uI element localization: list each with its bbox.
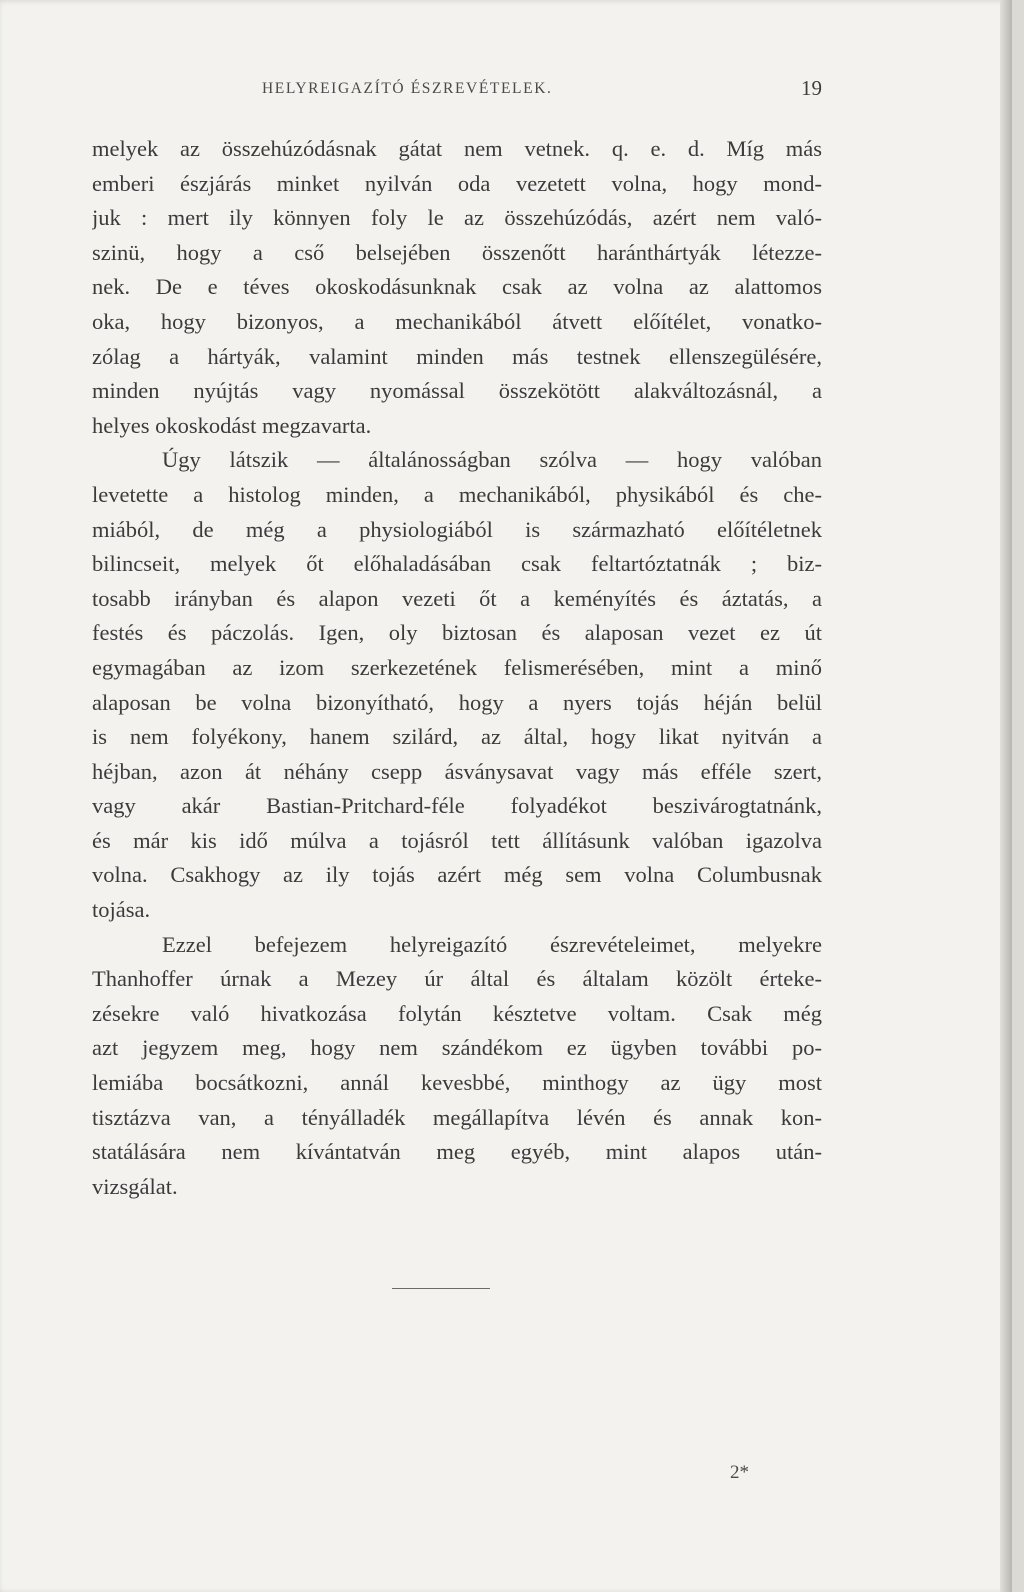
text-line: vagy akár Bastian-Pritchard-féle folyadékot beszivárogtatnánk, <box>92 793 822 819</box>
text-line: Úgy látszik — általánosságban szólva — hogy valóban <box>162 447 822 473</box>
text-line: festés és páczolás. Igen, oly biztosan és alaposan vezet ez út <box>92 620 822 646</box>
page-number: 19 <box>801 76 822 100</box>
text-line: héjban, azon át néhány csepp ásványsavat vagy más efféle szert, <box>92 758 822 784</box>
text-line: lemiába bocsátkozni, annál kevesbbé, minthogy az ügy most <box>92 1070 822 1096</box>
running-head <box>92 76 822 106</box>
page-edge <box>1000 0 1012 1592</box>
text-line: tisztázva van, a tényálladék megállapítva lévén és annak kon- <box>92 1104 822 1130</box>
text-line: szinü, hogy a cső belsejében összenőtt haránthártyák létezze- <box>92 239 822 265</box>
text-line: zólag a hártyák, valamint minden más testnek ellenszegülésére, <box>92 343 822 369</box>
text-line: statálására nem kívántatván meg egyéb, mint alapos után- <box>92 1139 822 1165</box>
text-line: melyek az összehúzódásnak gátat nem vetnek. q. e. d. Míg más <box>92 136 822 161</box>
text-line: alaposan be volna bizonyítható, hogy a nyers tojás héján belül <box>92 689 822 715</box>
body-text <box>92 132 822 1204</box>
text-line: minden nyújtás vagy nyomással összekötött alakváltozásnál, a <box>92 378 822 404</box>
text-line: miából, de még a physiologiából is származható előítéletnek <box>92 516 822 542</box>
text-line: azt jegyzem meg, hogy nem szándékom ez ügyben további po- <box>92 1035 822 1061</box>
text-line: juk : mert ily könnyen foly le az összehúzódás, azért nem való- <box>92 205 822 231</box>
text-line: tojása. <box>92 897 151 923</box>
text-line: nek. De e téves okoskodásunknak csak az volna az alattomos <box>92 274 822 300</box>
running-title: HELYREIGAZÍTÓ ÉSZREVÉTELEK. <box>262 80 553 97</box>
text-line: bilincseit, melyek őt előhaladásában csak feltartóztatnák ; biz- <box>92 551 822 577</box>
text-line: és már kis idő múlva a tojásról tett állításunk valóban igazolva <box>92 827 822 853</box>
text-line: zésekre való hivatkozása folytán késztetve voltam. Csak még <box>92 1000 822 1026</box>
text-line: vizsgálat. <box>92 1173 178 1199</box>
text-line: is nem folyékony, hanem szilárd, az által, hogy likat nyitván a <box>92 724 822 750</box>
section-rule <box>392 1288 490 1289</box>
paragraph <box>92 132 822 443</box>
text-line: Ezzel befejezem helyreigazító észrevételeimet, melyekre <box>162 931 822 957</box>
text-line: egymagában az izom szerkezetének felismerésében, mint a minő <box>92 654 822 680</box>
text-line: emberi észjárás minket nyilván oda vezetett volna, hogy mond- <box>92 170 822 196</box>
text-line: levetette a histolog minden, a mechanikából, physikából és che- <box>92 481 822 507</box>
text-line: helyes okoskodást megzavarta. <box>92 412 372 438</box>
text-line: Thanhoffer úrnak a Mezey úr által és általam közölt érteke- <box>92 966 822 992</box>
signature-mark: 2* <box>730 1462 749 1483</box>
text-line: tosabb irányban és alapon vezeti őt a keményítés és áztatás, a <box>92 585 822 611</box>
text-line: volna. Csakhogy az ily tojás azért még sem volna Columbusnak <box>92 862 822 888</box>
paragraph <box>92 443 822 927</box>
text-line: oka, hogy bizonyos, a mechanikából átvett előítélet, vonatko- <box>92 308 822 334</box>
paragraph <box>92 928 822 1205</box>
